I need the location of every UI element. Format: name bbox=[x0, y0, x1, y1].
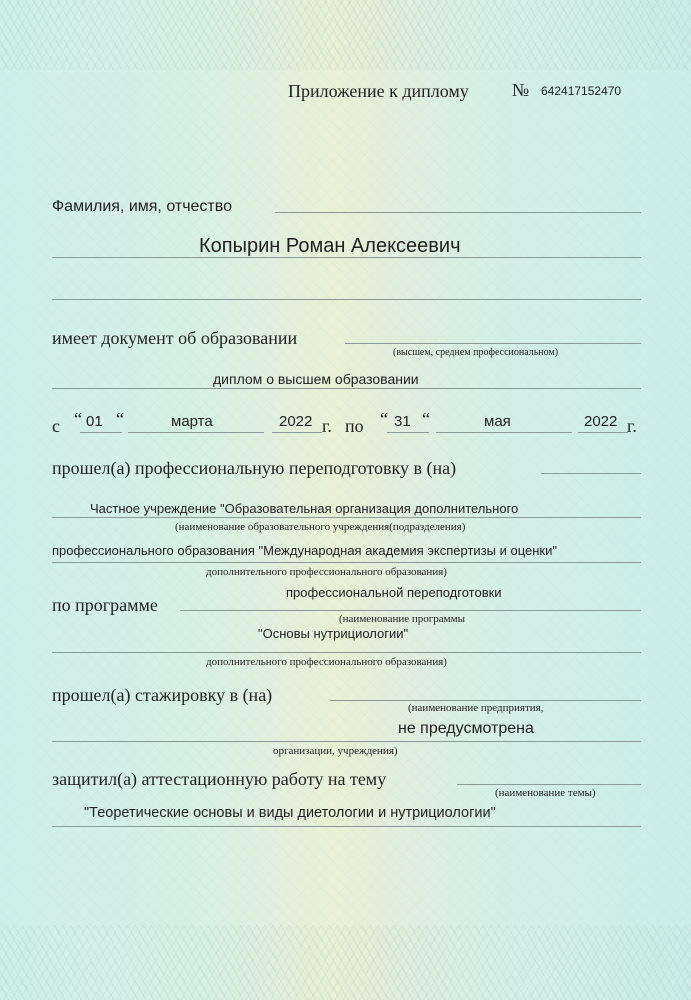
guilloche-top-ornament bbox=[0, 0, 691, 70]
program-hint2: дополнительного профессионального образования) bbox=[206, 656, 447, 668]
internship-hint2: организации, учреждения) bbox=[273, 745, 398, 757]
thesis-line-1 bbox=[457, 784, 641, 785]
program-value-line2: "Основы нутрициологии" bbox=[258, 626, 409, 641]
diploma-number: 642417152470 bbox=[541, 84, 622, 98]
thesis-line-2 bbox=[52, 826, 641, 827]
period-from-year-suffix: г. bbox=[322, 416, 332, 436]
retraining-label: прошел(а) профессиональную переподготовку в (на) bbox=[52, 458, 457, 478]
period-to-month: мая bbox=[484, 413, 511, 430]
period-from-year: 2022 bbox=[279, 413, 313, 430]
education-line-1 bbox=[345, 343, 641, 344]
education-label: имеет документ об образовании bbox=[52, 328, 298, 348]
header-title: Приложение к диплому bbox=[288, 81, 469, 101]
program-hint1: (наименование программы bbox=[339, 613, 465, 625]
program-line-2 bbox=[52, 652, 641, 653]
period-to-prefix: по bbox=[345, 416, 364, 436]
retraining-line-3 bbox=[52, 562, 641, 563]
retraining-institution-line2: профессионального образования "Международная академия экспертизы и оценки" bbox=[52, 543, 557, 558]
fio-line-3 bbox=[52, 299, 641, 300]
retraining-institution-line1: Частное учреждение "Образовательная организация дополнительного bbox=[90, 501, 519, 516]
guilloche-bottom-ornament bbox=[0, 925, 691, 1000]
period-to-year: 2022 bbox=[584, 413, 618, 430]
thesis-value: "Теоретические основы и виды диетологии и нутрициологии" bbox=[84, 805, 496, 821]
period-to-year-suffix: г. bbox=[627, 416, 637, 436]
internship-value: не предусмотрена bbox=[398, 720, 534, 737]
period-from-year-line bbox=[272, 432, 322, 433]
retraining-hint1: (наименование образовательного учреждения(подразделения) bbox=[175, 521, 466, 533]
period-to-month-line bbox=[436, 432, 572, 433]
fio-line-1 bbox=[275, 212, 641, 213]
program-value-line1: профессиональной переподготовки bbox=[286, 585, 502, 600]
period-to-day-line bbox=[387, 432, 429, 433]
internship-line-2 bbox=[52, 741, 641, 742]
retraining-line-1 bbox=[541, 473, 641, 474]
internship-hint1: (наименование предприятия, bbox=[408, 702, 544, 714]
period-to-year-line bbox=[578, 432, 628, 433]
period-to-open-quote: “ bbox=[380, 409, 388, 429]
period-from-prefix: с bbox=[52, 416, 60, 436]
period-from-day-line bbox=[80, 432, 122, 433]
period-from-month: марта bbox=[171, 413, 213, 430]
fio-label: Фамилия, имя, отчество bbox=[52, 198, 232, 215]
education-line-2 bbox=[52, 388, 641, 389]
period-from-day: 01 bbox=[86, 413, 103, 430]
fio-line-2 bbox=[52, 257, 641, 258]
internship-label: прошел(а) стажировку в (на) bbox=[52, 685, 273, 705]
program-label: по программе bbox=[52, 595, 158, 615]
period-to-day: 31 bbox=[394, 413, 411, 430]
internship-line-1 bbox=[330, 700, 641, 701]
number-sign: № bbox=[512, 80, 530, 100]
retraining-line-2 bbox=[52, 517, 641, 518]
program-line-1 bbox=[180, 610, 641, 611]
period-from-close-quote: “ bbox=[116, 409, 124, 429]
education-value: диплом о высшем образовании bbox=[213, 371, 419, 387]
education-hint: (высшем, среднем профессиональном) bbox=[393, 347, 559, 358]
period-to-close-quote: “ bbox=[422, 409, 430, 429]
period-from-month-line bbox=[128, 432, 264, 433]
fio-value: Копырин Роман Алексеевич bbox=[199, 235, 461, 257]
period-from-open-quote: “ bbox=[74, 409, 82, 429]
retraining-hint2: дополнительного профессионального образования) bbox=[206, 566, 447, 578]
thesis-hint: (наименование темы) bbox=[495, 787, 596, 799]
thesis-label: защитил(а) аттестационную работу на тему bbox=[52, 769, 387, 789]
